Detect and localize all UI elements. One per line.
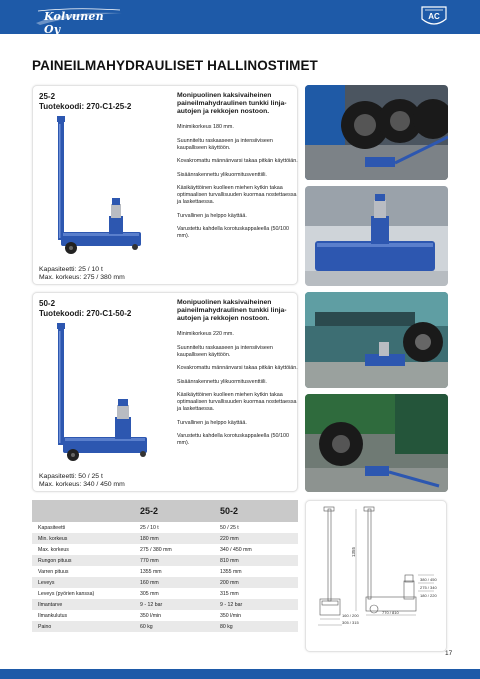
drawing-height-label: 1355 xyxy=(351,546,356,557)
feature-item: Sisäänrakennettu ylikuormitusventtiili. xyxy=(177,171,267,178)
feature-item: Käsikäyttöinen kuolleen miehen kytkin takaa optimaalisen turvallisuuden kuormaa nostettaessa ja laskettaessa. xyxy=(177,392,297,412)
spec-label: Min. korkeus xyxy=(38,535,68,542)
feature-item: Kovakromattu männänvarsi takaa pitkän käyttöiän. xyxy=(177,158,298,164)
spec-value-50-2: 220 mm xyxy=(220,535,239,542)
spec-column-header: 50-2 xyxy=(220,506,239,516)
spec-label: Varren pituus xyxy=(38,568,69,575)
spec-value-50-2: 9 - 12 bar xyxy=(220,601,243,608)
spec-value-50-2: 350 l/min xyxy=(220,612,242,619)
spec-value-25-2: 1355 mm xyxy=(140,568,162,575)
brand-name: Kolvunen Oy xyxy=(44,10,104,36)
spec-value-50-2: 315 mm xyxy=(220,590,239,597)
photo-truck-front xyxy=(305,292,448,388)
spec-value-25-2: 9 - 12 bar xyxy=(140,601,163,608)
spec-label: Paino xyxy=(38,623,52,630)
description-title: Monipuolinen kaksivaiheinen paineilmahydraulinen tunkki linja-autojen ja rekkojen nostoon. xyxy=(177,299,287,322)
feature-item: Käsikäyttöinen kuolleen miehen kytkin takaa optimaalisen turvallisuuden kuormaa nostettaessa ja laskettaessa. xyxy=(177,185,297,205)
front-view-handle xyxy=(328,509,331,601)
page-title: PAINEILMAHYDRAULISET HALLINOSTIMET xyxy=(32,58,318,73)
drawing-width-wheels: 305 / 315 xyxy=(342,620,359,625)
spec-value-50-2: 340 / 450 mm xyxy=(220,546,252,553)
feature-item: Varustettu kahdella korotuskappaleella (50/100 mm). xyxy=(177,433,289,446)
spec-value-50-2: 810 mm xyxy=(220,557,239,564)
feature-item: Turvallinen ja helppo käyttää. xyxy=(177,212,247,219)
table-row xyxy=(32,588,298,599)
table-row xyxy=(32,544,298,555)
jack-25-2-image xyxy=(47,112,157,260)
spec-value-25-2: 770 mm xyxy=(140,557,159,564)
max-height-text: Max. korkeus: 275 / 380 mm xyxy=(39,274,125,281)
description-title: Monipuolinen kaksivaiheinen paineilmahydraulinen tunkki linja-autojen ja rekkojen nostoon. xyxy=(177,92,287,115)
product-card-50-2 xyxy=(32,292,298,492)
photo-jack-closeup xyxy=(305,186,448,286)
spec-label: Max. korkeus xyxy=(38,546,69,553)
feature-item: Kovakromattu männänvarsi takaa pitkän käyttöiän. xyxy=(177,365,298,371)
capacity-text: Kapasiteetti: 50 / 25 t xyxy=(39,473,103,480)
photo-truck-lifting xyxy=(305,394,448,492)
table-row xyxy=(32,599,298,610)
footer-bar xyxy=(0,669,480,679)
product-code: Tuotekoodi: 270-C1-25-2 xyxy=(39,102,132,111)
table-row xyxy=(32,621,298,632)
feature-item: Minimikorkeus 220 mm. xyxy=(177,331,234,337)
table-row xyxy=(32,555,298,566)
drawing-length: 770 / 810 xyxy=(382,610,399,615)
spec-value-50-2: 200 mm xyxy=(220,579,239,586)
product-card-25-2 xyxy=(32,85,298,285)
spec-value-25-2: 275 / 380 mm xyxy=(140,546,172,553)
kolvunen-logo[interactable] xyxy=(34,7,124,36)
table-row xyxy=(32,533,298,544)
side-view-handle xyxy=(368,509,371,599)
product-model: 50-2 xyxy=(39,299,56,308)
spec-table xyxy=(32,500,298,632)
spec-label: Leveys xyxy=(38,579,55,586)
feature-item: Minimikorkeus 180 mm. xyxy=(177,124,234,130)
page-number: 17 xyxy=(445,650,453,657)
spec-value-25-2: 160 mm xyxy=(140,579,159,586)
spec-table-header xyxy=(32,500,298,522)
feature-item: Sisäänrakennettu ylikuormitusventtiili. xyxy=(177,378,267,385)
capacity-text: Kapasiteetti: 25 / 10 t xyxy=(39,266,103,273)
header-bar xyxy=(0,0,480,34)
max-height-text: Max. korkeus: 340 / 450 mm xyxy=(39,481,125,488)
jack-50-2-image xyxy=(47,319,157,467)
ac-badge xyxy=(421,5,447,29)
table-row xyxy=(32,566,298,577)
product-description xyxy=(177,92,301,247)
spec-value-25-2: 60 kg xyxy=(140,623,153,630)
table-row xyxy=(32,610,298,621)
spec-label: Kapasiteetti xyxy=(38,524,66,531)
spec-value-50-2: 1355 mm xyxy=(220,568,242,575)
spec-value-50-2: 80 kg xyxy=(220,623,233,630)
spec-value-25-2: 25 / 10 t xyxy=(140,524,159,531)
spec-value-25-2: 180 mm xyxy=(140,535,159,542)
spec-label: Rungon pituus xyxy=(38,557,72,564)
spec-label: Leveys (pyörien kanssa) xyxy=(38,590,95,597)
technical-drawing xyxy=(305,500,447,652)
spec-value-25-2: 305 mm xyxy=(140,590,159,597)
product-model: 25-2 xyxy=(39,92,56,101)
drawing-max-height-1: 275 / 340 xyxy=(420,585,437,590)
product-code: Tuotekoodi: 270-C1-50-2 xyxy=(39,309,132,318)
feature-item: Suunniteltu raskaaseen ja intensiiviseen kaupalliseen käyttöön. xyxy=(177,137,273,151)
spec-label: Ilmantarve xyxy=(38,601,63,608)
feature-item: Varustettu kahdella korotuskappaleella (50/100 mm). xyxy=(177,226,289,239)
spec-value-25-2: 350 l/min xyxy=(140,612,162,619)
table-row xyxy=(32,522,298,533)
spec-label: Ilmankulutus xyxy=(38,612,68,619)
photo-truck-wheels xyxy=(305,85,448,180)
product-description xyxy=(177,299,301,454)
spec-value-50-2: 50 / 25 t xyxy=(220,524,239,531)
table-row xyxy=(32,577,298,588)
ac-badge-text: AC xyxy=(428,12,440,21)
drawing-min-height: 180 / 220 xyxy=(420,593,437,598)
drawing-max-height-2: 380 / 450 xyxy=(420,577,437,582)
drawing-width: 160 / 200 xyxy=(342,613,359,618)
feature-item: Suunniteltu raskaaseen ja intensiiviseen kaupalliseen käyttöön. xyxy=(177,344,273,358)
feature-item: Turvallinen ja helppo käyttää. xyxy=(177,419,247,426)
spec-column-header: 25-2 xyxy=(140,506,159,516)
